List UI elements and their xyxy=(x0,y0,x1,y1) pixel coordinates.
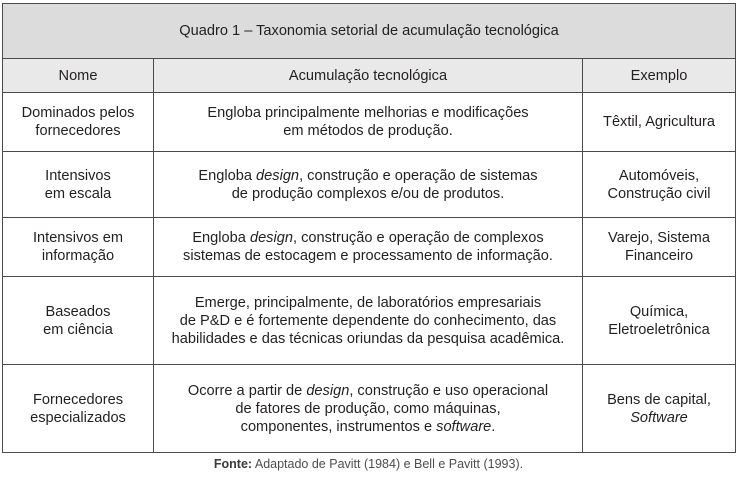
cell-line xyxy=(160,122,576,140)
table-row xyxy=(3,152,736,218)
cell-acumulacao xyxy=(154,218,583,277)
text-run: de P&D e é fortemente dependente do conhecimento, das xyxy=(179,312,557,329)
text-run: Varejo, Sistema xyxy=(608,230,710,246)
cell-line xyxy=(589,113,729,131)
text-run: Financeiro xyxy=(624,248,694,264)
cell-line xyxy=(589,303,729,321)
cell-line xyxy=(160,382,576,400)
text-run: Engloba xyxy=(192,230,250,246)
table-row xyxy=(3,93,736,152)
text-run: em métodos de produção. xyxy=(283,123,453,139)
cell-line xyxy=(589,229,729,247)
cell-line xyxy=(160,229,576,247)
text-run: Intensivos em xyxy=(32,230,124,246)
cell-acumulacao xyxy=(154,365,583,453)
table-row xyxy=(3,277,736,365)
table-body xyxy=(3,93,736,453)
source-note xyxy=(0,457,737,471)
cell-line xyxy=(9,167,147,185)
cell-line xyxy=(160,400,576,418)
text-run: Intensivos xyxy=(45,167,111,184)
cell-line xyxy=(9,122,147,140)
cell-line xyxy=(589,391,729,409)
text-run: componentes, instrumentos e xyxy=(240,418,437,435)
table-title-row xyxy=(3,4,736,59)
cell-nome xyxy=(3,277,154,365)
italic-text: design xyxy=(249,230,293,246)
text-run: de produção complexos e/ou de produtos. xyxy=(231,185,505,202)
table-title: Quadro 1 – Taxonomia setorial de acumulação tecnológica xyxy=(3,4,736,59)
cell-line xyxy=(160,294,576,312)
cell-line xyxy=(9,391,147,409)
cell-acumulacao xyxy=(154,93,583,152)
text-run: informação xyxy=(41,248,115,264)
text-run: sistemas de estocagem e processamento de informação. xyxy=(183,248,553,264)
cell-nome xyxy=(3,218,154,277)
cell-line xyxy=(160,247,576,265)
table-row xyxy=(3,365,736,453)
text-run: Emerge, principalmente, de laboratórios empresariais xyxy=(194,294,542,311)
source-text: Adaptado de Pavitt (1984) e Bell e Pavitt (1993). xyxy=(252,457,524,471)
header-exemplo: Exemplo xyxy=(583,59,736,93)
cell-line xyxy=(160,104,576,122)
text-run: . xyxy=(491,418,496,435)
cell-line xyxy=(160,418,576,436)
italic-text: Software xyxy=(630,409,688,426)
text-run: Baseados xyxy=(45,303,111,320)
text-run: Têxtil, Agricultura xyxy=(603,114,715,130)
header-nome: Nome xyxy=(3,59,154,93)
italic-text: software xyxy=(436,418,492,435)
text-run: especializados xyxy=(30,409,126,426)
cell-nome xyxy=(3,152,154,218)
table-header-row xyxy=(3,59,736,93)
cell-acumulacao xyxy=(154,277,583,365)
text-run: Dominados pelos xyxy=(21,105,135,121)
cell-acumulacao xyxy=(154,152,583,218)
cell-line xyxy=(9,321,147,339)
cell-line xyxy=(160,312,576,330)
cell-line xyxy=(9,247,147,265)
cell-line xyxy=(9,229,147,247)
italic-text: design xyxy=(306,382,350,399)
cell-line xyxy=(589,167,729,185)
text-run: Ocorre a partir de xyxy=(187,382,307,399)
text-run: fornecedores xyxy=(35,123,121,139)
text-run: Engloba xyxy=(198,167,257,184)
text-run: Fornecedores xyxy=(32,391,124,408)
cell-line xyxy=(9,104,147,122)
cell-exemplo xyxy=(583,277,736,365)
cell-line xyxy=(589,321,729,339)
cell-nome xyxy=(3,365,154,453)
cell-exemplo xyxy=(583,152,736,218)
cell-nome xyxy=(3,93,154,152)
text-run: de fatores de produção, como máquinas, xyxy=(235,400,501,417)
text-run: Eletroeletrônica xyxy=(608,321,710,338)
header-acumulacao: Acumulação tecnológica xyxy=(154,59,583,93)
cell-line xyxy=(160,167,576,185)
source-label: Fonte: xyxy=(213,457,253,471)
table-row xyxy=(3,218,736,277)
text-run: Química, xyxy=(629,303,689,320)
text-run: , construção e operação de complexos xyxy=(292,230,544,246)
cell-line xyxy=(9,185,147,203)
text-run: , construção e uso operacional xyxy=(349,382,549,399)
text-run: Bens de capital, xyxy=(607,391,711,408)
cell-exemplo xyxy=(583,93,736,152)
cell-line xyxy=(589,185,729,203)
text-run: Engloba principalmente melhorias e modificações xyxy=(207,105,529,121)
taxonomy-table xyxy=(2,3,736,453)
text-run: habilidades e das técnicas oriundas da pesquisa acadêmica. xyxy=(171,330,565,347)
cell-line xyxy=(9,409,147,427)
text-run: Construção civil xyxy=(607,185,711,202)
text-run: , construção e operação de sistemas xyxy=(299,167,538,184)
cell-line xyxy=(160,330,576,348)
cell-exemplo xyxy=(583,365,736,453)
cell-line xyxy=(160,185,576,203)
italic-text: design xyxy=(256,167,300,184)
cell-line xyxy=(9,303,147,321)
cell-line xyxy=(589,409,729,427)
text-run: em ciência xyxy=(43,321,113,338)
cell-exemplo xyxy=(583,218,736,277)
cell-line xyxy=(589,247,729,265)
text-run: Automóveis, xyxy=(618,167,700,184)
text-run: em escala xyxy=(44,185,112,202)
